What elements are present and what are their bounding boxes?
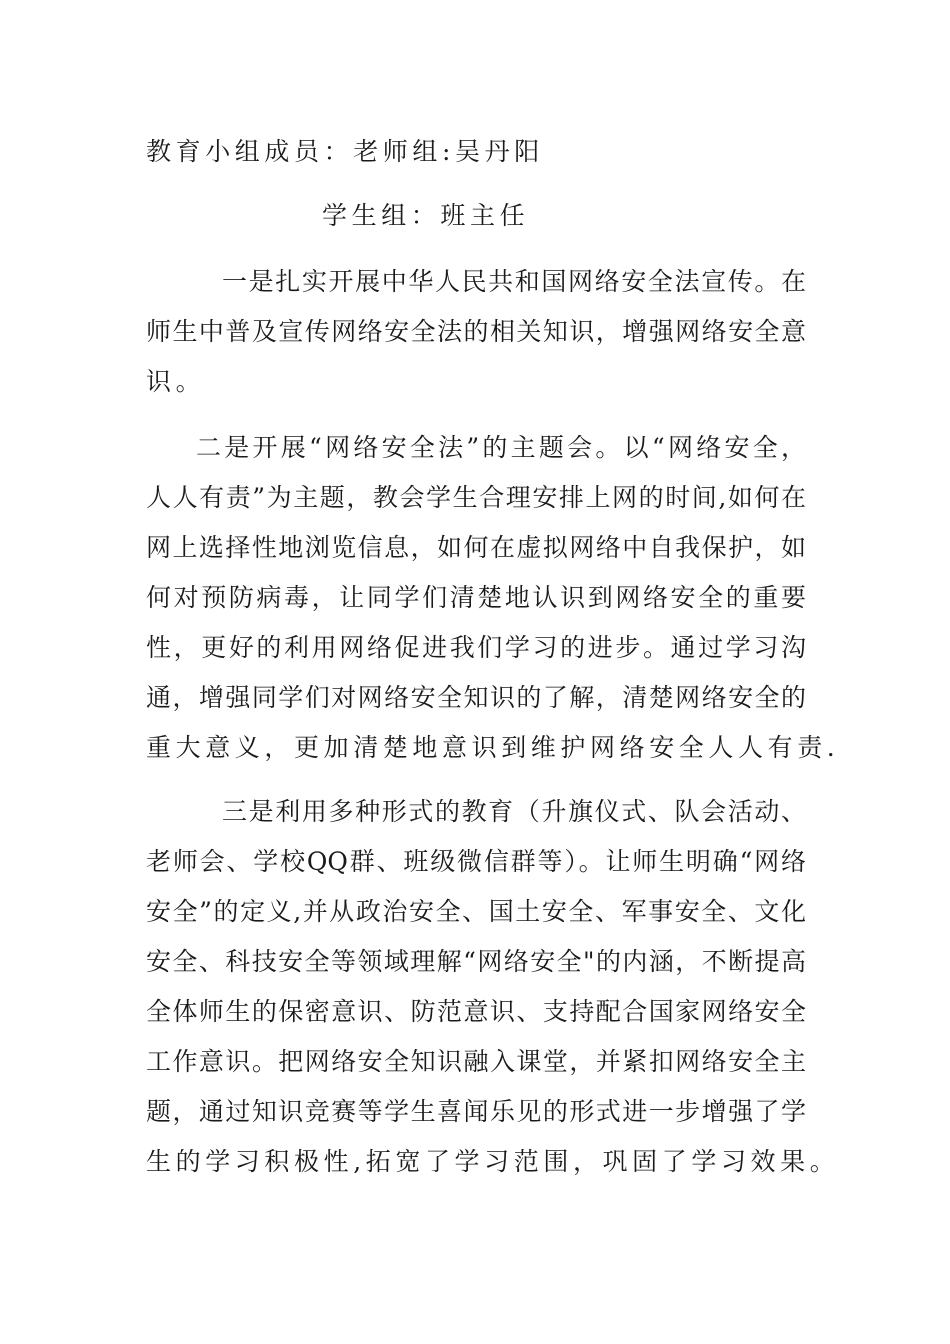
paragraph-line: 通，增强同学们对网络安全知识的了解，清楚网络安全的 [146, 683, 806, 712]
paragraph-line: 性，更好的利用网络促进我们学习的进步。通过学习沟 [146, 633, 806, 662]
members-line: 教育小组成员：老师组:吴丹阳 [146, 137, 544, 166]
paragraph-line: 人人有责”为主题，教会学生合理安排上网的时间,如何在 [146, 483, 806, 512]
paragraph-line: 安全、科技安全等领域理解“网络安全"的内涵，不断提高 [146, 947, 806, 976]
paragraph-line: 生的学习积极性,拓宽了学习范围，巩固了学习效果。 [146, 1147, 840, 1176]
students-line: 学生组：班主任 [322, 201, 530, 230]
paragraph-line: 全体师生的保密意识、防范意识、支持配合国家网络安全 [146, 997, 806, 1026]
paragraph-line: 一是扎实开展中华人民共和国网络安全法宣传。在 [222, 267, 806, 296]
paragraph-line: 三是利用多种形式的教育（升旗仪式、队会活动、 [222, 797, 806, 826]
paragraph-line: 题，通过知识竞赛等学生喜闻乐见的形式进一步增强了学 [146, 1097, 806, 1126]
paragraph-line: 工作意识。把网络安全知识融入课堂，并紧扣网络安全主 [146, 1047, 806, 1076]
paragraph-line: 重大意义，更加清楚地意识到维护网络安全人人有责. [146, 733, 840, 762]
paragraph-line: 老师会、学校QQ群、班级微信群等）。让师生明确“网络 [146, 847, 806, 876]
paragraph-line: 网上选择性地浏览信息，如何在虚拟网络中自我保护，如 [146, 533, 806, 562]
paragraph-line: 安全”的定义,并从政治安全、国土安全、军事安全、文化 [146, 897, 806, 926]
paragraph-line: 二是开展“网络安全法”的主题会。以“网络安全， [196, 433, 806, 462]
paragraph-line: 师生中普及宣传网络安全法的相关知识，增强网络安全意 [146, 317, 806, 346]
paragraph-line: 何对预防病毒，让同学们清楚地认识到网络安全的重要 [146, 583, 806, 612]
paragraph-line: 识。 [146, 367, 206, 396]
